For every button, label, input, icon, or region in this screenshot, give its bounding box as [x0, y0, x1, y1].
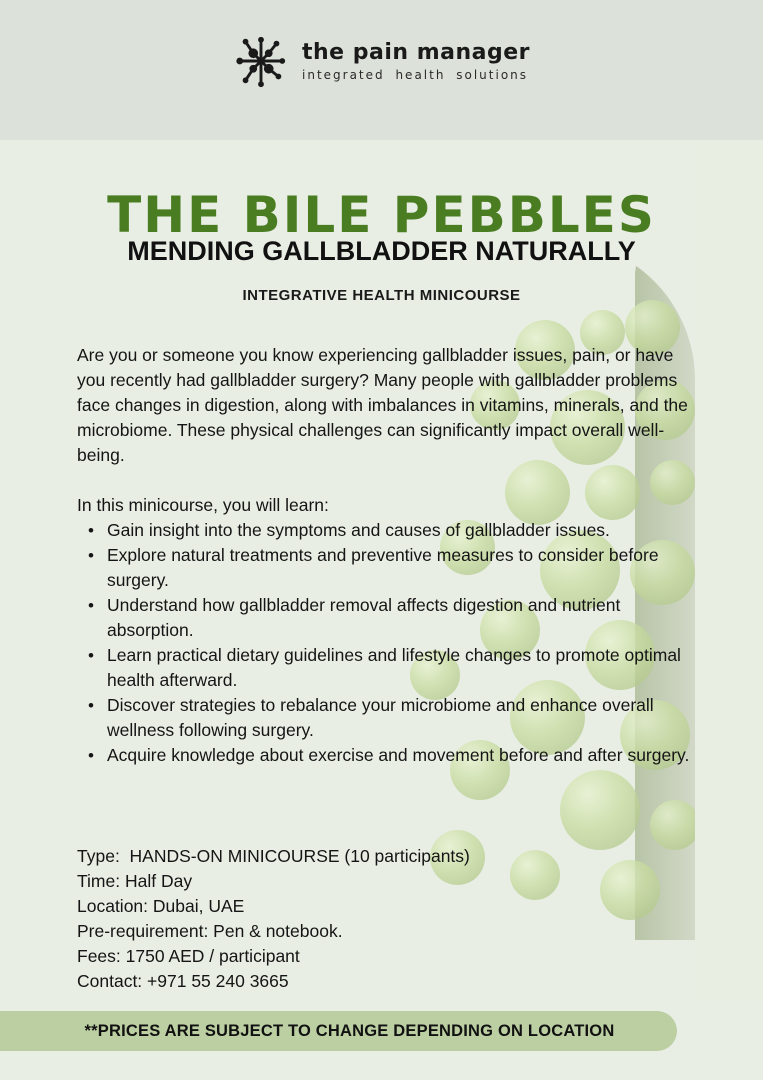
detail-prerequirement: Pre-requirement: Pen & notebook.: [77, 921, 343, 941]
bullet-icon: •: [88, 646, 94, 665]
bullet-icon: •: [88, 746, 94, 765]
page-subtitle: MENDING GALLBLADDER NATURALLY: [127, 236, 636, 266]
pebble: [585, 465, 640, 520]
brand-tagline: integrated health solutions: [302, 67, 529, 82]
pebble: [600, 860, 660, 920]
list-item: • Explore natural treatments and preventive measures to consider before surgery.: [88, 545, 659, 590]
list-item: • Acquire knowledge about exercise and movement before and after surgery.: [77, 743, 697, 768]
detail-location: Location: Dubai, UAE: [77, 896, 245, 916]
list-item: • Discover strategies to rebalance your microbiome and enhance overall wellness following surgery.: [88, 695, 654, 740]
bullet-icon: •: [88, 546, 94, 565]
brand-logo: [232, 32, 530, 90]
detail-type: Type: HANDS-ON MINICOURSE (10 participants): [77, 846, 470, 866]
course-type-label: INTEGRATIVE HEALTH MINICOURSE: [242, 287, 521, 304]
molecule-network-icon: [232, 32, 290, 90]
bullet-icon: •: [88, 696, 94, 715]
price-notice-banner: [0, 1011, 677, 1051]
list-item: • Understand how gallbladder removal affects digestion and nutrient absorption.: [88, 595, 621, 640]
pebble: [650, 800, 695, 850]
brand-name: the pain manager: [302, 39, 531, 65]
pebble: [560, 770, 640, 850]
list-item: • Learn practical dietary guidelines and lifestyle changes to promote optimal health afterward.: [88, 645, 681, 690]
page-title: THE BILE PEBBLES: [107, 185, 656, 244]
detail-time: Time: Half Day: [77, 871, 193, 891]
learn-lead: In this minicourse, you will learn:: [77, 495, 329, 515]
bullet-icon: •: [88, 596, 94, 615]
bullet-icon: •: [88, 521, 94, 540]
learn-list: [77, 518, 697, 768]
pebble: [505, 460, 570, 525]
detail-fees: Fees: 1750 AED / participant: [77, 946, 300, 966]
list-item: • Gain insight into the symptoms and causes of gallbladder issues.: [77, 518, 697, 543]
course-details: [77, 844, 470, 994]
right-margin: [695, 140, 763, 1000]
intro-paragraph: Are you or someone you know experiencing gallbladder issues, pain, or have you recently had gallbladder surgery? Many people with gallbladder problems face changes in digestion, along with imbalances in vitamins, minerals, and the microbiome. These physical challenges can significantly impact overall well-being.: [77, 345, 688, 465]
pebble: [510, 850, 560, 900]
detail-contact: Contact: +971 55 240 3665: [77, 971, 289, 991]
price-notice-text: **PRICES ARE SUBJECT TO CHANGE DEPENDING ON LOCATION: [84, 1021, 615, 1040]
